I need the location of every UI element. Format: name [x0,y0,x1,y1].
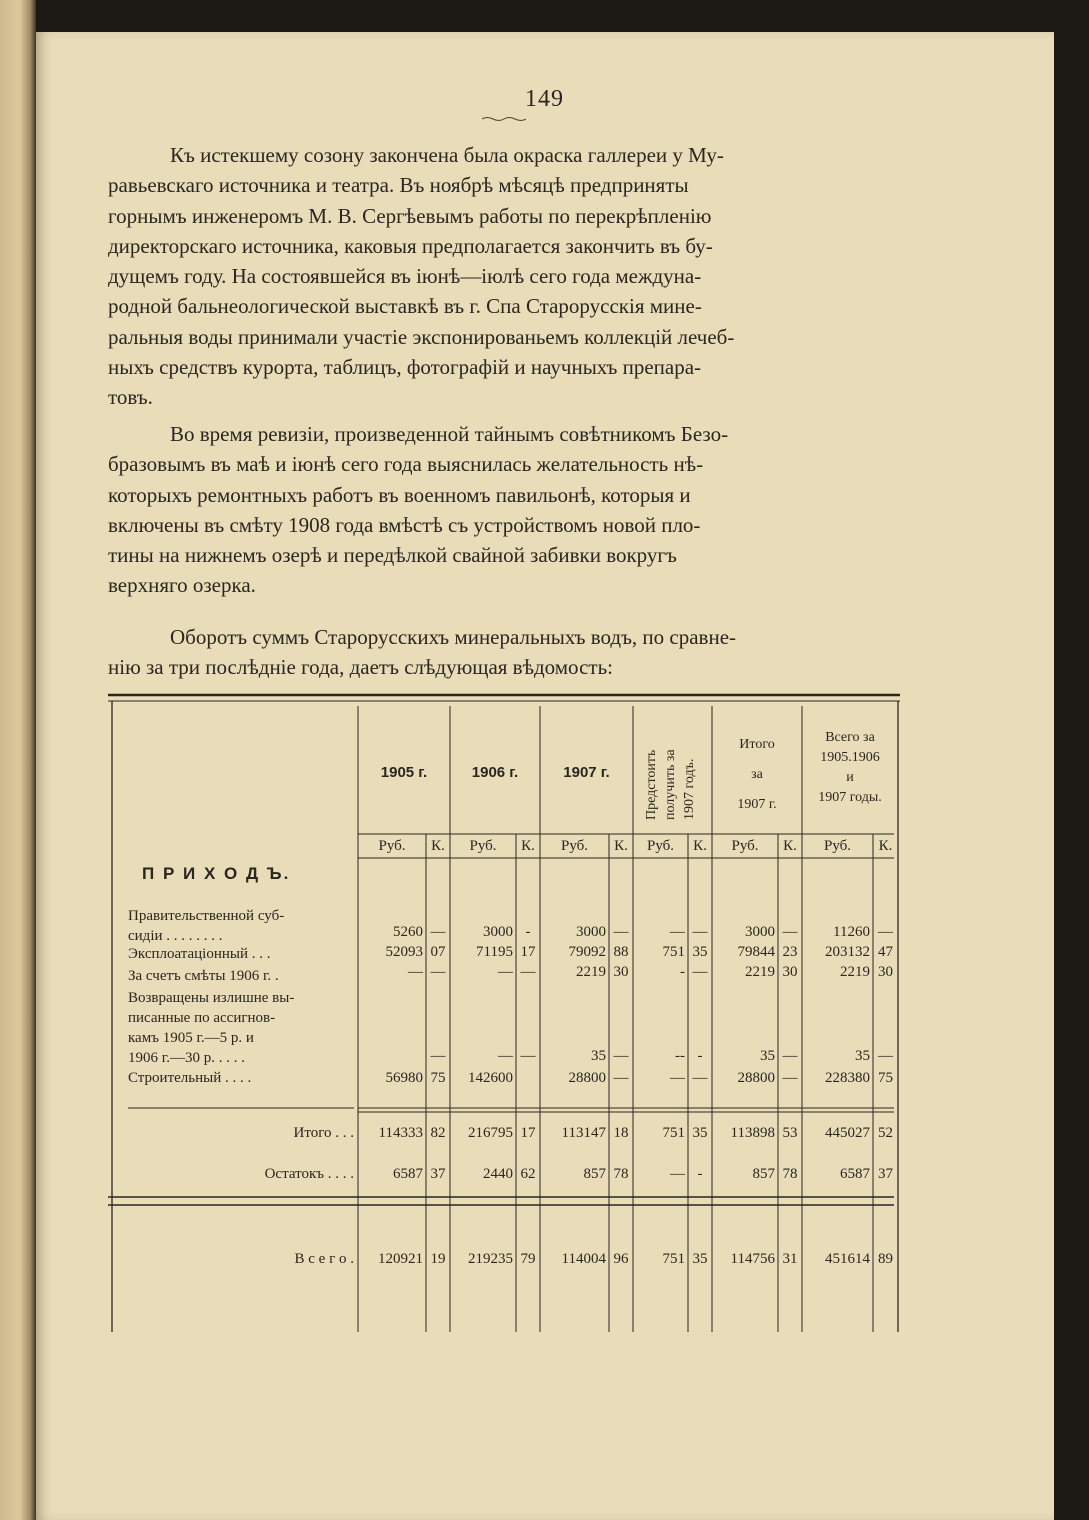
cell-kop: 35 [692,1251,708,1267]
cell-kop: 30 [878,964,893,980]
header-total-1907: Итого за 1907 г. [737,737,777,812]
cell-rub: — [670,924,685,940]
cell-rub: - [680,964,685,980]
row-label: Итого . . . [293,1125,354,1141]
cell-rub: 3000 [745,924,775,940]
row-label: камъ 1905 г.—5 р. и [128,1030,254,1046]
cell-rub: 6587 [840,1166,870,1182]
cell-rub: 52093 [385,944,423,960]
cell-rub: — [408,964,423,980]
unit-kop: К. [521,838,535,854]
cell-kop: — [878,924,893,940]
cell-kop: 52 [878,1125,893,1141]
cell-kop: 37 [430,1166,446,1182]
cell-kop: 17 [520,944,536,960]
row-label: Строительный . . . . [128,1070,252,1086]
header-1907: 1907 г. [563,764,610,781]
unit-kop: К. [431,838,445,854]
cell-kop: 62 [520,1166,536,1182]
cell-kop: 37 [878,1166,893,1182]
cell-kop: 79 [520,1251,536,1267]
header-grand-total: Всего за 1905.1906 и 1907 годы. [818,730,882,805]
cell-kop: — [430,924,446,940]
cell-rub: 3000 [576,924,606,940]
cell-rub: -- [675,1048,685,1064]
cell-kop: — [782,1070,798,1086]
cell-rub: 228380 [825,1070,870,1086]
cell-kop: 30 [782,964,798,980]
cell-rub: 28800 [568,1070,606,1086]
unit-rub: Руб. [469,838,497,854]
cell-rub: 2219 [745,964,775,980]
cell-kop: 17 [520,1125,536,1141]
cell-rub: 203132 [825,944,870,960]
cell-kop: - [697,1166,703,1182]
cell-kop: 23 [782,944,798,960]
row-label: Остатокъ . . . . [264,1166,354,1182]
cell-kop: 35 [692,944,708,960]
cell-rub: 56980 [385,1070,423,1086]
unit-kop: К. [878,838,893,854]
cell-kop: — [878,1048,893,1064]
cell-rub: — [498,964,513,980]
cell-rub: 142600 [468,1070,513,1086]
cell-kop: 75 [430,1070,446,1086]
unit-rub: Руб. [823,838,852,854]
row-label: писанные по ассигнов- [128,1010,276,1026]
cell-rub: 219235 [468,1251,513,1267]
cell-rub: 114333 [378,1125,423,1141]
cell-rub: 751 [662,1125,685,1141]
cell-rub: 11260 [833,924,870,940]
paragraph-2: Во время ревизіи, произведенной тайнымъ совѣтникомъ Безо- бразовымъ въ маѣ и іюнѣ сего года выяснилась желательность нѣ- которыхъ ремонтныхъ работъ въ военномъ павильонѣ, которыя и включены въ смѣту 1908 года вмѣстѣ съ устройствомъ новой пло- тины на нижнемъ озерѣ и передѣлкой свайной забивки вокругъ верхняго озерка. [108,422,729,598]
row-label: За счетъ смѣты 1906 г. . [128,968,279,984]
cell-kop: — [520,1048,536,1064]
cell-kop: — [613,924,629,940]
cell-kop: 78 [613,1166,629,1182]
row-label: Эксплоатаціонный . . . [128,946,271,962]
cell-kop: 30 [613,964,629,980]
cell-kop: 78 [782,1166,798,1182]
cell-rub: 451614 [825,1251,870,1267]
row-label: сидіи . . . . . . . . [128,928,223,944]
cell-kop: 18 [613,1125,629,1141]
ornament-divider [482,116,526,122]
paragraph-1: Къ истекшему созону закончена была окраска галлереи у Му- равьевскаго источника и театра. Въ ноябрѣ мѣсяцѣ предприняты горнымъ инженеромъ М. В. Сергѣевымъ работы по перекрѣпленію директорскаго источника, каковыя предполагается закончить въ бу- дущемъ году. На состоявшейся въ іюнѣ—іюлѣ сего года междуна- родной бальнеологической выставкѣ въ г. Спа Старорусскія мине- ральныя воды принимали участіе экспонированьемъ коллекцій лечеб- ныхъ средствъ курорта, таблицъ, фотографій и научныхъ препара- товъ. [108,143,735,410]
cell-kop: 82 [430,1125,446,1141]
cell-rub: 2219 [840,964,870,980]
cell-kop: 31 [782,1251,798,1267]
cell-rub: — [498,1048,513,1064]
section-title-income: П Р И Х О Д Ъ. [142,864,291,883]
cell-rub: 71195 [476,944,513,960]
cell-rub: — [670,1070,685,1086]
cell-kop: - [697,1048,703,1064]
cell-rub: 113898 [730,1125,775,1141]
cell-rub: 120921 [378,1251,423,1267]
cell-kop: 75 [878,1070,893,1086]
cell-kop: 47 [878,944,893,960]
cell-rub: 114756 [730,1251,775,1267]
cell-rub: 35 [760,1048,775,1064]
unit-rub: Руб. [731,838,759,854]
cell-rub: 5260 [393,924,423,940]
cell-rub: 28800 [737,1070,775,1086]
cell-kop: - [525,924,531,940]
cell-rub: 2219 [576,964,606,980]
cell-kop: — [613,1070,629,1086]
unit-rub: Руб. [560,838,589,854]
cell-kop: — [692,924,708,940]
cell-rub: 3000 [483,924,513,940]
cell-rub: 216795 [468,1125,513,1141]
cell-kop: — [520,964,536,980]
cell-rub: 751 [662,944,685,960]
cell-kop: — [430,1048,446,1064]
cell-rub: 857 [752,1166,775,1182]
unit-kop: К. [614,838,628,854]
cell-kop: 88 [613,944,629,960]
cell-kop: — [430,964,446,980]
cell-kop: 96 [613,1251,629,1267]
page-number: 149 [525,86,564,112]
unit-rub: Руб. [378,838,406,854]
header-1905: 1905 г. [380,764,428,781]
cell-rub: — [670,1166,685,1182]
unit-rub: Руб. [646,838,675,854]
cell-rub: 79092 [568,944,606,960]
adjacent-page-edge [0,0,36,1520]
row-label: Правительственной суб- [128,908,285,924]
cell-kop: — [692,1070,708,1086]
row-label: В с е г о . [294,1251,354,1267]
unit-kop: К. [693,838,707,854]
cell-kop: 07 [430,944,446,960]
cell-kop: 35 [692,1125,708,1141]
cell-rub: 2440 [483,1166,513,1182]
cell-rub: 79844 [737,944,775,960]
paragraph-3: Оборотъ суммъ Старорусскихъ минеральныхъ водъ, по сравне- нію за три послѣдніе года, даетъ слѣдующая вѣдомость: [108,625,737,680]
cell-kop: 19 [430,1251,446,1267]
cell-rub: 114004 [561,1251,606,1267]
row-label: Возвращены излишне вы- [128,990,295,1006]
cell-kop: — [782,1048,798,1064]
revenue-table [108,692,900,1332]
cell-kop: 89 [878,1251,893,1267]
cell-kop: — [692,964,708,980]
cell-rub: 35 [855,1048,870,1064]
cell-rub: 857 [583,1166,606,1182]
unit-kop: К. [783,838,797,854]
header-1906: 1906 г. [471,764,519,781]
cell-kop: — [613,1048,629,1064]
row-label: 1906 г.—30 р. . . . . [128,1050,245,1066]
cell-kop: — [782,924,798,940]
cell-rub: 445027 [825,1125,870,1141]
cell-rub: 35 [591,1048,606,1064]
cell-kop: 53 [782,1125,798,1141]
cell-rub: 6587 [393,1166,423,1182]
cell-rub: 751 [662,1251,685,1267]
header-pending: Предстоитъ получить за 1907 годъ. [644,749,697,820]
cell-rub: 113147 [561,1125,606,1141]
